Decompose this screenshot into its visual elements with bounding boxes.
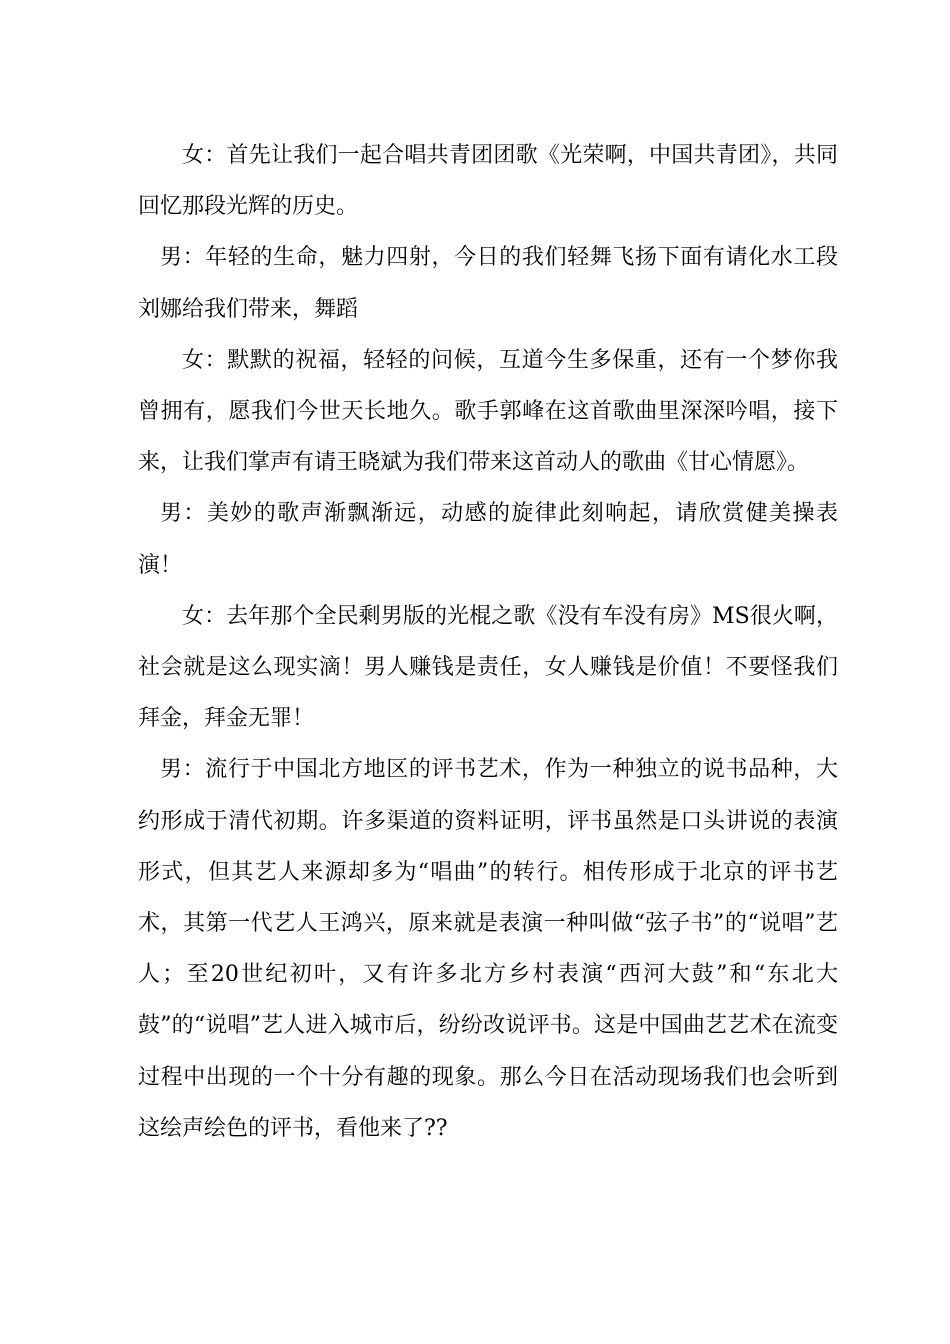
paragraph-male-host-1: 男：年轻的生命，魅力四射，今日的我们轻舞飞扬下面有请化水工段刘娜给我们带来，舞蹈 <box>138 245 838 322</box>
paragraph-male-host-2: 男：美妙的歌声渐飘渐远，动感的旋律此刻响起，请欣赏健美操表演！ <box>138 501 838 578</box>
document-body <box>138 130 838 1154</box>
paragraph-female-host-1: 女：首先让我们一起合唱共青团团歌《光荣啊，中国共青团》，共同回忆那段光辉的历史。 <box>138 143 838 220</box>
paragraph-male-host-3: 男：流行于中国北方地区的评书艺术，作为一种独立的说书品种，大约形成于清代初期。许多渠道的资料证明，评书虽然是口头讲说的表演形式，但其艺人来源却多为“唱曲”的转行。相传形成于北京的评书艺术，其第一代艺人王鸿兴，原来就是表演一种叫做“弦子书”的“说唱”艺人；至20世纪初叶，又有许多北方乡村表演“西河大鼓”和“东北大鼓”的“说唱”艺人进入城市后，纷纷改说评书。这是中国曲艺艺术在流变过程中出现的一个十分有趣的现象。那么今日在活动现场我们也会听到这绘声绘色的评书，看他来了?? <box>138 757 838 1141</box>
paragraph-female-host-2: 女：默默的祝福，轻轻的问候，互道今生多保重，还有一个梦你我曾拥有，愿我们今世天长地久。歌手郭峰在这首歌曲里深深吟唱，接下来，让我们掌声有请王晓斌为我们带来这首动人的歌曲《甘心情愿》。 <box>138 347 838 476</box>
paragraph-female-host-3: 女：去年那个全民剩男版的光棍之歌《没有车没有房》MS很火啊，社会就是这么现实滴！男人赚钱是责任，女人赚钱是价值！不要怪我们拜金，拜金无罪！ <box>138 603 838 732</box>
